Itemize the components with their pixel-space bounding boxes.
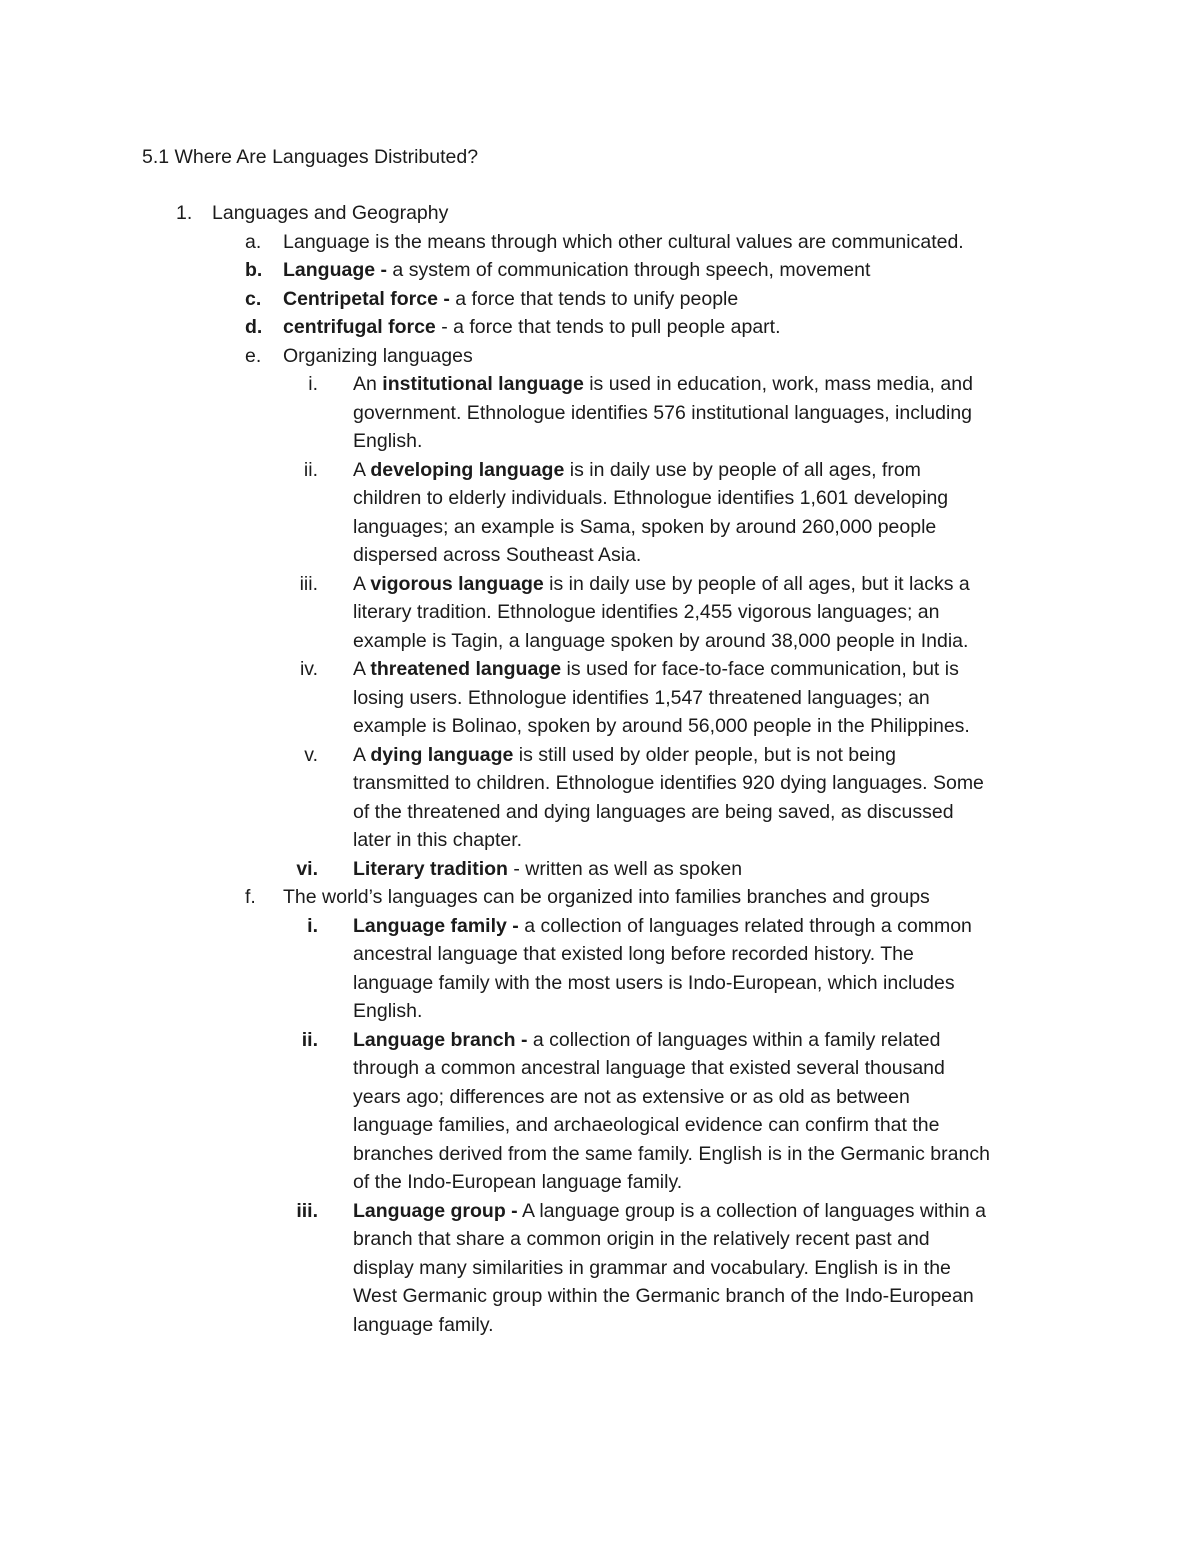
organizing-list: [0, 370, 1200, 883]
sub-item-marker: ii.: [303, 458, 318, 481]
sub-item-text: [353, 456, 1065, 570]
sub-item-line: [353, 1197, 1065, 1226]
item-body: a system of communication through speech, movement: [387, 259, 871, 281]
sub-item-line: [353, 855, 1065, 884]
item-list: [0, 228, 1200, 371]
sub-item-line: language family with the most users is Indo-European, which includes: [353, 971, 955, 994]
sub-item-line: English.: [353, 430, 423, 452]
sub-item-line: English.: [353, 1000, 423, 1022]
sub-list-item: [0, 855, 1200, 884]
item-marker: c.: [245, 287, 262, 310]
sub-item-term: Language family -: [353, 914, 519, 937]
sub-item-line: literary tradition. Ethnologue identifies 2,455 vigorous languages; an: [353, 601, 940, 623]
sub-item-marker: i.: [308, 373, 318, 395]
list-item: [0, 228, 1200, 257]
sub-item-line: children to elderly individuals. Ethnologue identifies 1,601 developing: [353, 487, 949, 509]
section-marker: 1.: [176, 202, 193, 224]
item-body: Language is the means through which other cultural values are communicated.: [283, 230, 964, 253]
sub-item-pre: A: [353, 743, 371, 766]
sub-item-body: is still used by older people, but is not being: [513, 743, 897, 766]
sub-list-item: [0, 570, 1200, 656]
section-label: Languages and Geography: [212, 202, 449, 224]
sub-item-body: is used for face-to-face communication, but is: [561, 658, 959, 680]
sub-item-line: losing users. Ethnologue identifies 1,547 threatened languages; an: [353, 686, 930, 709]
sub-item-line: [353, 741, 1065, 770]
sub-item-marker: iii.: [296, 1199, 318, 1222]
sub-list-item: [0, 655, 1200, 741]
sub-item-line: through a common ancestral language that existed several thousand: [353, 1057, 945, 1079]
sub-item-term: vigorous language: [370, 572, 544, 595]
sub-item-text: [353, 741, 1065, 855]
list-item: [0, 342, 1200, 371]
sub-list-item: [0, 1026, 1200, 1197]
sub-item-line: [353, 655, 1065, 684]
item-term: Language -: [283, 259, 388, 281]
sub-item-line: [353, 1026, 1065, 1055]
sub-item-pre: An: [353, 373, 383, 395]
item-marker: f.: [245, 886, 256, 908]
sub-list-item: [0, 456, 1200, 570]
item-marker: d.: [245, 316, 263, 338]
sub-item-line: language family.: [353, 1313, 494, 1336]
sub-item-body: a collection of languages within a family related: [527, 1028, 941, 1051]
sub-list-item: [0, 370, 1200, 456]
list-item-f: [0, 883, 1200, 912]
sub-item-line: example is Bolinao, spoken by around 56,000 people in the Philippines.: [353, 715, 970, 737]
families-list: [0, 912, 1200, 1340]
sub-item-line: [353, 570, 1065, 599]
sub-item-body: a collection of languages related through a common: [518, 914, 972, 937]
outline: [0, 199, 1200, 1339]
item-text: [283, 256, 1200, 285]
sub-list-item: [0, 741, 1200, 855]
sub-item-line: dispersed across Southeast Asia.: [353, 544, 642, 566]
sub-item-term: Literary tradition: [353, 857, 508, 880]
sub-item-line: branch that share a common origin in the relatively recent past and: [353, 1228, 930, 1250]
sub-item-line: [353, 370, 1065, 399]
sub-item-term: institutional language: [382, 373, 584, 395]
list-item: [0, 285, 1200, 314]
item-marker: e.: [245, 344, 262, 367]
sub-item-line: branches derived from the same family. English is in the Germanic branch: [353, 1142, 990, 1165]
sub-item-marker: iii.: [299, 572, 318, 595]
sub-list-item: [0, 912, 1200, 1026]
sub-item-line: [353, 912, 1065, 941]
sub-item-line: years ago; differences are not as extensive or as old as between: [353, 1085, 910, 1108]
item-body: Organizing languages: [283, 344, 473, 367]
sub-item-line: ancestral language that existed long before recorded history. The: [353, 943, 914, 965]
sub-item-line: transmitted to children. Ethnologue identifies 920 dying languages. Some: [353, 772, 984, 794]
item-marker: a.: [245, 230, 262, 253]
sub-item-line: government. Ethnologue identifies 576 institutional languages, including: [353, 401, 973, 424]
item-term: centrifugal force: [283, 316, 436, 338]
item-text: [283, 228, 1200, 257]
sub-item-term: dying language: [370, 743, 514, 766]
sub-item-line: [353, 456, 1065, 485]
item-text: [283, 285, 1200, 314]
item-text: [283, 342, 1200, 371]
sub-item-term: developing language: [370, 458, 565, 481]
sub-item-term: threatened language: [370, 658, 562, 680]
sub-item-marker: ii.: [301, 1028, 318, 1051]
item-body: - a force that tends to pull people apart.: [435, 316, 781, 338]
sub-list-item: [0, 1197, 1200, 1340]
sub-item-pre: A: [353, 458, 371, 481]
sub-item-line: languages; an example is Sama, spoken by around 260,000 people: [353, 515, 937, 538]
sub-item-body: - written as well as spoken: [507, 857, 743, 880]
sub-item-line: language families, and archaeological evidence can confirm that the: [353, 1114, 940, 1136]
sub-item-marker: vi.: [296, 857, 318, 880]
sub-item-line: of the Indo-European language family.: [353, 1171, 683, 1193]
sub-item-text: [353, 570, 1065, 656]
sub-item-body: is used in education, work, mass media, and: [583, 373, 973, 395]
sub-item-text: [353, 1197, 1065, 1340]
item-marker: b.: [245, 259, 263, 281]
outline-section: [0, 199, 1200, 228]
sub-item-body: A language group is a collection of languages within a: [517, 1199, 986, 1222]
item-body: a force that tends to unify people: [449, 287, 739, 310]
sub-item-line: of the threatened and dying languages are being saved, as discussed: [353, 800, 954, 823]
sub-item-line: display many similarities in grammar and vocabulary. English is in the: [353, 1256, 951, 1279]
sub-item-text: [353, 655, 1065, 741]
list-item: [0, 256, 1200, 285]
sub-item-text: [353, 912, 1065, 1026]
page-title: 5.1 Where Are Languages Distributed?: [142, 146, 479, 168]
sub-item-marker: v.: [304, 743, 318, 766]
sub-item-body: is in daily use by people of all ages, but it lacks a: [543, 572, 970, 595]
sub-item-marker: iv.: [299, 658, 318, 680]
sub-item-line: example is Tagin, a language spoken by around 38,000 people in India.: [353, 629, 969, 652]
sub-item-text: [353, 1026, 1065, 1197]
sub-item-term: Language group -: [353, 1199, 518, 1222]
sub-item-text: [353, 855, 1065, 884]
sub-item-line: West Germanic group within the Germanic branch of the Indo-European: [353, 1285, 974, 1307]
sub-item-term: Language branch -: [353, 1028, 528, 1051]
sub-item-body: is in daily use by people of all ages, from: [564, 458, 921, 481]
sub-item-pre: A: [353, 572, 371, 595]
sub-item-text: [353, 370, 1065, 456]
item-text: [283, 313, 1200, 342]
sub-item-pre: A: [353, 658, 371, 680]
sub-item-marker: i.: [307, 914, 318, 937]
list-item: [0, 313, 1200, 342]
sub-item-line: later in this chapter.: [353, 829, 523, 851]
item-text: The world’s languages can be organized into families branches and groups: [283, 886, 930, 908]
item-term: Centripetal force -: [283, 287, 450, 310]
